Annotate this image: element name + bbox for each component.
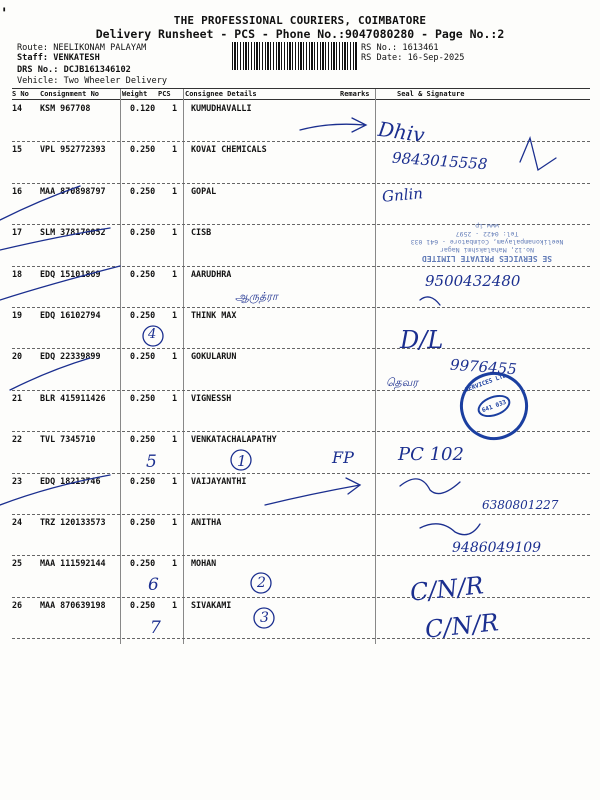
row-consignment: MAA 870898797 (40, 185, 106, 196)
vehicle-info: Vehicle: Two Wheeler Delivery (17, 76, 168, 86)
row-divider (12, 514, 590, 515)
phone-handwritten-24: 9486049109 (452, 540, 542, 556)
stamp-line: No.12, Mahalakshmi Nagar (440, 246, 534, 254)
row-pcs: 1 (172, 434, 178, 445)
row-sno: 23 (12, 475, 23, 486)
table-row (12, 600, 590, 642)
row-weight: 0.250 (130, 268, 156, 279)
row-weight: 0.250 (130, 227, 156, 238)
circled-number-25: 2 (257, 575, 266, 591)
col-consignment: Consignment No (40, 90, 100, 98)
row-sno: 18 (12, 268, 23, 279)
row-consignee: VAIJAYANTHI (191, 475, 247, 486)
table-row (12, 103, 590, 148)
number-25: 6 (148, 575, 159, 595)
row-consignee: VIGNESSH (191, 392, 232, 403)
row-consignee: VENKATACHALAPATHY (191, 434, 277, 445)
barcode-image (232, 42, 358, 70)
phone-handwritten-15: 9843015558 (391, 148, 488, 174)
table-row (12, 310, 590, 352)
stamp-line: www.ip (475, 222, 499, 230)
row-sno: 25 (12, 558, 23, 569)
row-consignment: MAA 870639198 (40, 599, 106, 610)
row-sno: 20 (12, 351, 23, 362)
row-divider (12, 638, 590, 639)
col-sno: S No (12, 90, 29, 98)
number-19: 4 (148, 327, 157, 342)
drs-number: DRS No.: DCJB161346102 (17, 65, 131, 75)
row-pcs: 1 (172, 392, 178, 403)
phone-handwritten-18: 9500432480 (425, 272, 521, 290)
row-weight: 0.250 (130, 185, 156, 196)
table-header-rule (12, 99, 590, 100)
row-divider (12, 348, 590, 349)
row-sno: 24 (12, 517, 23, 527)
row-consignment: KSM 967708 (40, 103, 91, 113)
signature-16: Gnlin (381, 184, 424, 206)
row-weight: 0.250 (130, 310, 156, 320)
route-info: Route: NEELIKONAM PALAYAM (17, 43, 147, 53)
cnr-note-25: C/N/R (408, 571, 485, 607)
row-pcs: 1 (172, 144, 178, 155)
row-weight: 0.250 (130, 599, 156, 610)
row-consignee: AARUDHRA (191, 268, 232, 279)
staff-info: Staff: VENKATESH (17, 53, 100, 63)
runsheet-title: Delivery Runsheet - PCS - Phone No.:9047080280 - Page No.:2 (95, 27, 505, 41)
col-pcs: PCS (158, 90, 171, 98)
number-26: 7 (150, 618, 161, 638)
row-pcs: 1 (172, 558, 178, 569)
seal-text: SERVICES LTD (464, 372, 508, 394)
row-weight: 0.250 (130, 517, 156, 527)
row-divider (12, 597, 590, 598)
row-consignee: MOHAN (191, 558, 217, 569)
stamp-line: Tel: 0422 - 2597 (455, 230, 519, 238)
number-22: 5 (146, 452, 157, 472)
row-consignment: EDQ 16102794 (40, 310, 101, 320)
row-weight: 0.250 (130, 475, 156, 486)
signature-19: D/L (400, 326, 444, 354)
row-weight: 0.250 (130, 144, 156, 155)
stamp-line: Neelikonampalayam, Coimbatore - 641 033 (410, 238, 564, 246)
row-sno: 15 (12, 144, 23, 155)
row-consignment: EDQ 22339899 (40, 351, 101, 362)
pc-note-22: PC 102 (398, 444, 464, 465)
row-divider (12, 266, 590, 267)
row-sno: 22 (12, 434, 23, 445)
row-consignee: THINK MAX (191, 310, 237, 320)
row-consignment: VPL 952772393 (40, 144, 106, 155)
row-weight: 0.250 (130, 434, 156, 445)
row-weight: 0.250 (130, 351, 156, 362)
row-weight: 0.250 (130, 392, 156, 403)
row-pcs: 1 (172, 599, 178, 610)
row-consignee: CISB (191, 227, 212, 238)
remark-22: FP (332, 448, 354, 467)
row-consignee: KOVAI CHEMICALS (191, 144, 267, 155)
row-consignee: GOKULARUN (191, 351, 237, 362)
row-weight: 0.250 (130, 558, 156, 569)
row-sno: 16 (12, 185, 23, 196)
row-sno: 17 (12, 227, 23, 238)
row-pcs: 1 (172, 517, 178, 527)
rs-number: RS No.: 1613461 (361, 43, 439, 53)
row-consignee: GOPAL (191, 185, 217, 196)
row-divider (12, 183, 590, 184)
row-consignment: EDQ 15101869 (40, 268, 101, 279)
row-pcs: 1 (172, 351, 178, 362)
row-sno: 26 (12, 599, 23, 610)
table-row (12, 144, 590, 186)
row-consignee: SIVAKAMI (191, 599, 232, 610)
row-sno: 21 (12, 392, 23, 403)
signature-14: Dhiv (376, 116, 427, 148)
tamil-note-18: ஆருத்ரா (235, 290, 278, 303)
col-weight: Weight (122, 90, 148, 98)
table-header (12, 89, 590, 99)
col-seal: Seal & Signature (397, 90, 465, 98)
phone-handwritten-20: 9976455 (449, 355, 518, 379)
row-pcs: 1 (172, 310, 178, 320)
row-pcs: 1 (172, 268, 178, 279)
phone-handwritten-23: 6380801227 (482, 498, 559, 512)
row-divider (12, 307, 590, 308)
col-consignee: Consignee Details (185, 90, 257, 98)
row-consignee: ANITHA (191, 517, 222, 527)
row-pcs: 1 (172, 185, 178, 196)
row-consignee: KUMUDHAVALLI (191, 103, 252, 113)
row-divider (12, 141, 590, 142)
cnr-note-26: C/N/R (423, 608, 500, 644)
company-title: THE PROFESSIONAL COURIERS, COIMBATORE (173, 14, 427, 27)
col-remarks: Remarks (340, 90, 370, 98)
row-pcs: 1 (172, 227, 178, 238)
row-pcs: 1 (172, 475, 178, 486)
row-consignment: SLM 378178052 (40, 227, 106, 238)
rs-date: RS Date: 16-Sep-2025 (361, 53, 465, 63)
row-consignment: TVL 7345710 (40, 434, 96, 445)
mark-22: 1 (237, 452, 247, 470)
row-sno: 19 (12, 310, 23, 320)
circled-number-26: 3 (260, 610, 269, 626)
seal-center: 641 033 (475, 391, 514, 421)
row-sno: 14 (12, 103, 23, 113)
table-row (12, 434, 590, 476)
corner-mark: ' (0, 6, 9, 22)
tamil-note-20: தெவர (386, 376, 418, 389)
row-consignment: TRZ 120133573 (40, 517, 106, 527)
row-consignment: BLR 415911426 (40, 392, 106, 403)
row-divider (12, 473, 590, 474)
row-consignment: EDQ 18213746 (40, 475, 101, 486)
row-consignment: MAA 111592144 (40, 558, 106, 569)
row-weight: 0.120 (130, 103, 156, 113)
table-row (12, 558, 590, 600)
row-pcs: 1 (172, 103, 178, 113)
stamp-line: SE SERVICES PRIVATE LIMITED (421, 254, 553, 263)
